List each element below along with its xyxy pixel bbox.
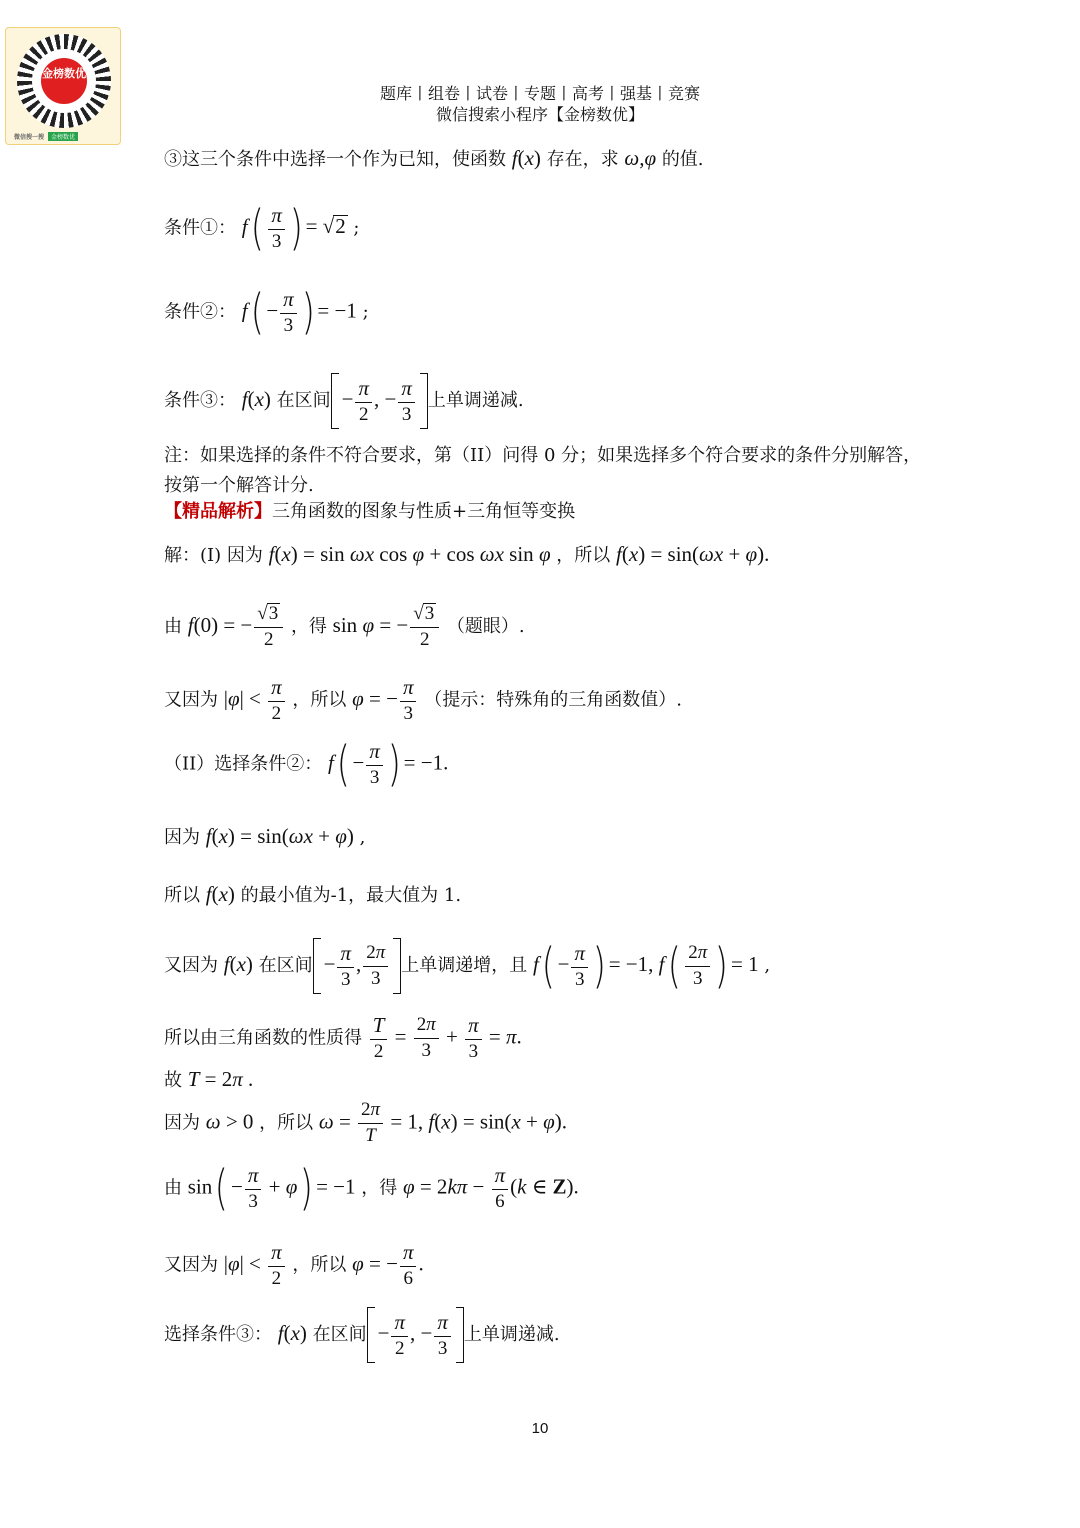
solution-step-4: （II）选择条件②： f( − $\frac{\pi}{3}$ ) = −1. [164,736,449,793]
intro-line: ③这三个条件中选择一个作为已知，使函数 f(x) 存在，求 ω,φ 的值. [164,146,704,170]
analysis-heading: 【精品解析】三角函数的图象与性质+三角恒等变换 [164,501,576,522]
solution-step-7: 又因为 f(x) 在区间 − $\frac{\pi}{3}$ , $\frac{2\pi}{3}$ 上单调递增，且 f( − $\frac{\pi}{3}$ ) = −1, f( $\frac{2\pi}{3}$ ) = 1 , [164,938,771,994]
solution-step-10: 因为 ω > 0 ，所以 ω = $\frac{2\pi}{T}$ = 1, f(x) = sin(x + φ). [164,1099,567,1146]
qr-footer: 微信搜一搜 金榜数优 [14,132,114,141]
page-number: 10 [531,1420,549,1437]
solution-step-12: 又因为 |φ| < $\frac{\pi}{2}$ ，所以 φ = − $\frac{\pi}{6}$ . [164,1240,424,1290]
solution-step-2: 由 f(0) = − $\frac{√3}{2}$ ，得 sin φ = − $\frac{√3}{2}$ （题眼）. [164,603,525,650]
solution-step-5: 因为 f(x) = sin(ωx + φ) , [164,824,366,848]
solution-step-3: 又因为 |φ| < $\frac{\pi}{2}$ ，所以 φ = − $\frac{\pi}{3}$ （提示：特殊角的三角函数值）. [164,675,682,725]
condition-1: 条件①： f( $\frac{\pi}{3}$ ) = √2 ; [164,200,360,257]
brand-badge: 金榜数优 [41,58,87,104]
solution-step-11: 由 sin( − $\frac{\pi}{3}$ + φ) = −1 ，得 φ = 2kπ − $\frac{\pi}{6}$ (k ∈ Z). [164,1160,579,1217]
solution-step-6: 所以 f(x) 的最小值为-1，最大值为 1. [164,882,462,906]
scoring-note: 注：如果选择的条件不符合要求，第（II）问得 0 分；如果选择多个符合要求的条件分别解答，按第一个解答计分. [164,445,922,496]
solution-step-9: 故 T = 2π . [164,1067,254,1091]
solution-step-1: 解：(I) 因为 f(x) = sin ωx cos φ + cos ωx sin φ ，所以 f(x) = sin(ωx + φ). [164,542,770,566]
solution-step-13: 选择条件③： f(x) 在区间 − $\frac{\pi}{2}$ , − $\frac{\pi}{3}$ 上单调递减. [164,1307,560,1363]
header-links: 题库丨组卷丨试卷丨专题丨高考丨强基丨竞赛 [379,84,700,103]
header-subtitle: 微信搜索小程序【金榜数优】 [435,105,644,124]
solution-step-8: 所以由三角函数的性质得 $\frac{T}{2}$ = $\frac{2\pi}{3}$ + $\frac{\pi}{3}$ = π. [164,1013,522,1063]
condition-3: 条件③： f(x) 在区间 − $\frac{\pi}{2}$ , − $\frac{\pi}{3}$ 上单调递减. [164,373,524,429]
condition-2: 条件②： f( − $\frac{\pi}{3}$ ) = −1 ; [164,284,369,341]
